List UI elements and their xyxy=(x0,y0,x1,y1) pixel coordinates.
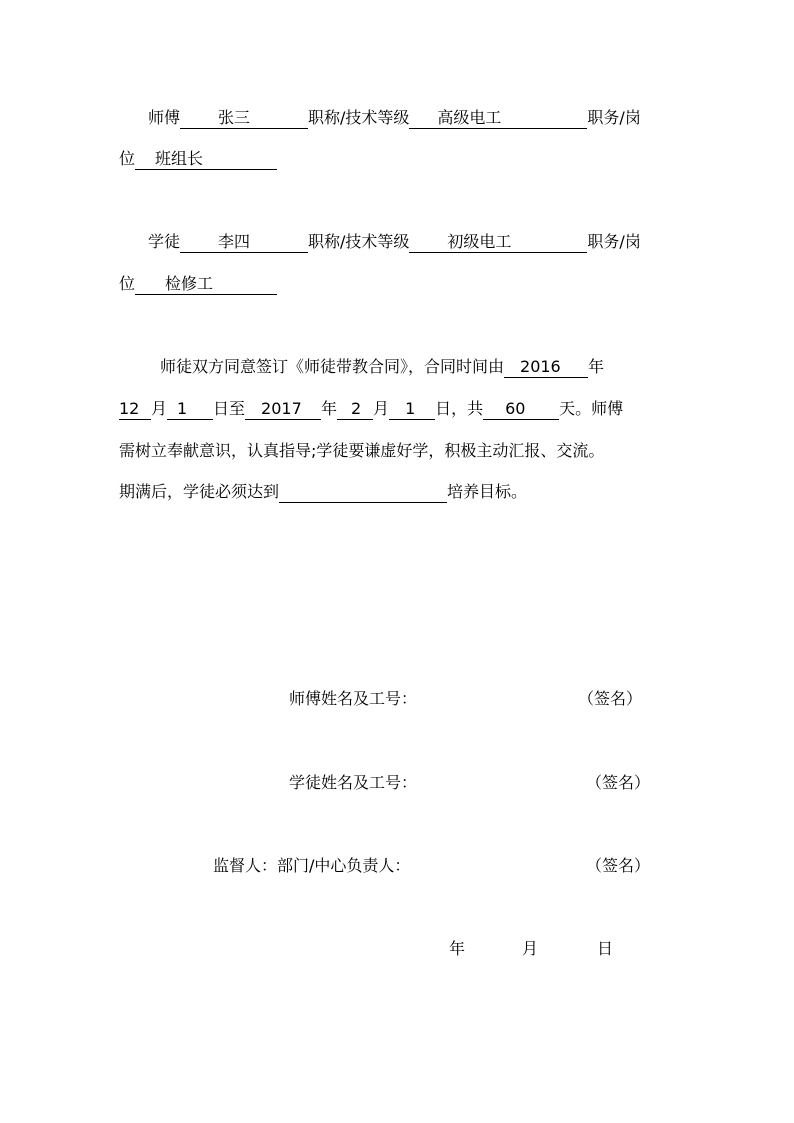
master-position-value: 班组长 xyxy=(155,149,204,168)
start-month: 12 xyxy=(119,399,140,418)
end-year-field xyxy=(245,399,321,420)
date-month xyxy=(522,938,538,960)
apprentice-name-field xyxy=(180,232,308,253)
start-year-field xyxy=(504,357,588,378)
master-line-2 xyxy=(119,148,277,170)
date-day xyxy=(597,938,613,960)
start-day: 1 xyxy=(177,399,188,418)
master-title-value: 高级电工 xyxy=(437,108,502,127)
start-month-char: 月 xyxy=(151,399,168,418)
days: 60 xyxy=(505,399,526,418)
apprentice-line-1 xyxy=(148,231,641,253)
training-goal-field xyxy=(279,482,447,503)
apprentice-position-label: 职务/岗 xyxy=(587,232,641,251)
date-month-char: 月 xyxy=(522,939,539,958)
start-year-char: 年 xyxy=(588,357,605,376)
apprentice-title-field xyxy=(409,232,587,253)
master-label: 师傅 xyxy=(148,108,181,127)
master-title-label: 职称/技术等级 xyxy=(308,108,410,127)
master-name-field xyxy=(180,108,308,129)
apprentice-position-label-2: 位 xyxy=(119,274,136,293)
date-year xyxy=(449,938,465,960)
start-year: 2016 xyxy=(520,357,561,376)
line4-prefix: 期满后，学徒必须达到 xyxy=(119,482,280,501)
line4-suffix: 培养目标。 xyxy=(447,482,528,501)
end-day: 1 xyxy=(405,399,416,418)
contract-line-3 xyxy=(119,440,604,462)
master-position-field xyxy=(135,149,277,170)
apprentice-signature-label: 学徒姓名及工号： xyxy=(289,773,418,792)
master-signature-label: 师傅姓名及工号： xyxy=(289,689,418,708)
apprentice-label: 学徒 xyxy=(148,232,181,251)
apprentice-signature-row xyxy=(289,772,417,794)
start-day-field xyxy=(167,399,213,420)
end-month: 2 xyxy=(351,399,362,418)
apprentice-position-field xyxy=(135,274,277,295)
apprentice-title-label: 职称/技术等级 xyxy=(308,232,410,251)
supervisor-sign-note-text: （签名） xyxy=(586,856,651,875)
end-year-char: 年 xyxy=(321,399,338,418)
end-day-field xyxy=(389,399,435,420)
apprentice-sign-note xyxy=(586,772,650,794)
master-line-1 xyxy=(148,107,641,129)
master-sign-note xyxy=(578,688,642,710)
master-name: 张三 xyxy=(218,108,251,127)
contract-line-1 xyxy=(160,356,604,378)
contract-line-3-text: 需树立奉献意识，认真指导;学徒要谦虚好学，积极主动汇报、交流。 xyxy=(119,441,605,460)
apprentice-name: 李四 xyxy=(218,232,251,251)
date-day-char: 日 xyxy=(597,939,614,958)
days-field xyxy=(483,399,559,420)
contract-intro: 师徒双方同意签订《师徒带教合同》，合同时间由 xyxy=(160,357,505,376)
days-suffix: 天。师傅 xyxy=(559,399,624,418)
master-position-label-2: 位 xyxy=(119,149,136,168)
contract-line-2 xyxy=(119,398,623,420)
date-year-char: 年 xyxy=(449,939,466,958)
master-signature-row xyxy=(289,688,417,710)
master-sign-note-text: （签名） xyxy=(578,689,643,708)
master-title-field xyxy=(409,108,587,129)
supervisor-signature-row xyxy=(213,855,410,877)
apprentice-position-value: 检修工 xyxy=(165,274,214,293)
apprentice-line-2 xyxy=(119,273,277,295)
supervisor-signature-label: 监督人：部门/中心负责人： xyxy=(213,856,411,875)
supervisor-sign-note xyxy=(586,855,650,877)
apprentice-title-value: 初级电工 xyxy=(447,232,512,251)
total-prefix: 日，共 xyxy=(435,399,484,418)
end-month-field xyxy=(337,399,373,420)
day-to: 日至 xyxy=(213,399,246,418)
apprentice-sign-note-text: （签名） xyxy=(586,773,651,792)
contract-line-4 xyxy=(119,481,527,503)
end-year: 2017 xyxy=(261,399,302,418)
end-month-char: 月 xyxy=(373,399,390,418)
start-month-field xyxy=(119,399,151,420)
master-position-label: 职务/岗 xyxy=(587,108,641,127)
